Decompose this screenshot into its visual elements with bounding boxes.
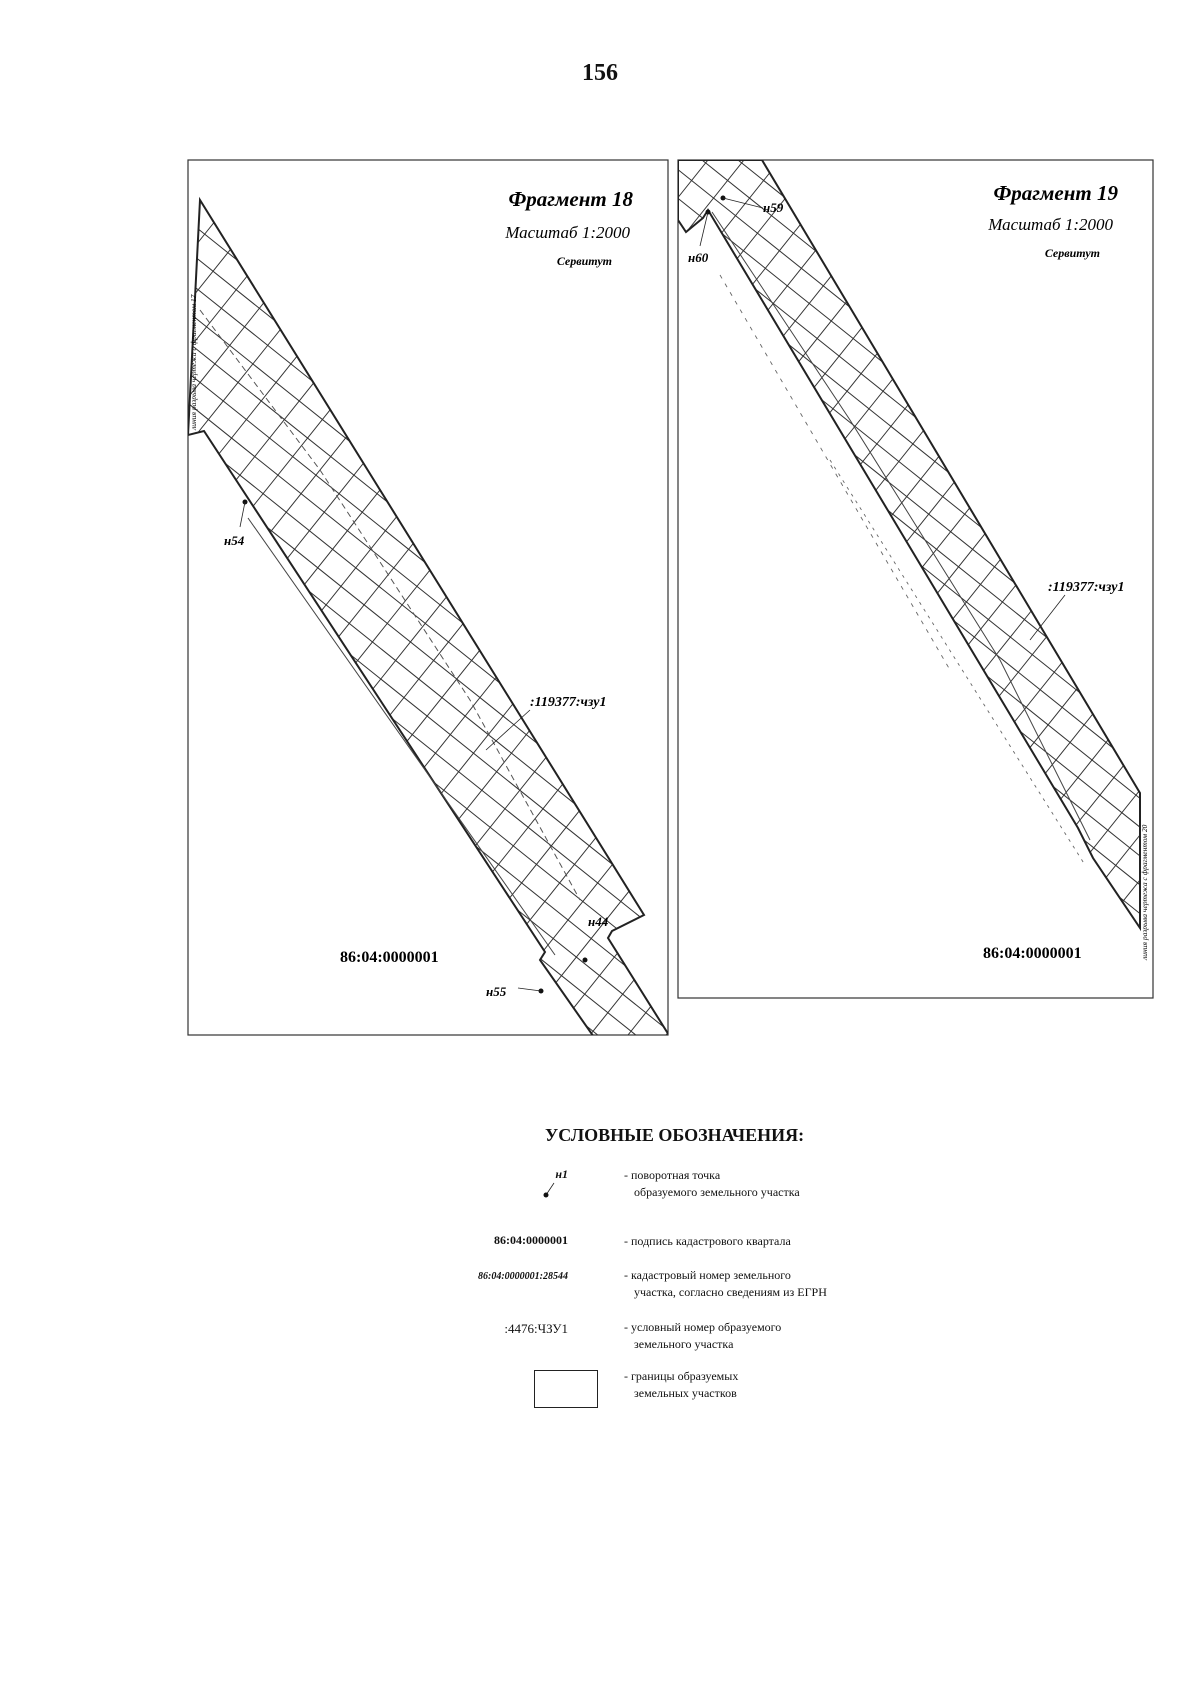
hatch-line: [0, 200, 270, 1040]
hatch-line: [314, 200, 1200, 1040]
hatch-line: [1098, 160, 1200, 928]
fragment-19-title: Фрагмент 19: [993, 181, 1118, 205]
hatch-line: [706, 160, 1200, 928]
hatch-line: [0, 160, 60, 928]
point-n54-label: н54: [224, 533, 245, 548]
hatch-line: [810, 160, 1200, 928]
hatch-line: [0, 160, 690, 928]
hatch-line: [0, 200, 832, 1040]
hatch-line: [0, 200, 42, 1040]
hatch-line: [770, 200, 1200, 1040]
hatch-line: [0, 200, 262, 1040]
hatch-line: [0, 200, 110, 1040]
fragment-19-parcel-label: :119377:чзу1: [1048, 580, 1125, 595]
hatch-line: [168, 200, 840, 1040]
hatch-line: [994, 160, 1200, 928]
hatch-line: [918, 160, 1200, 928]
hatch-line: [0, 200, 194, 1040]
hatch-line: [1102, 160, 1200, 928]
hatch-line: [562, 160, 1176, 928]
hatch-line: [670, 160, 1200, 928]
legend-desc-conditional-number: - условный номер образуемого земельного участка: [624, 1320, 782, 1351]
hatch-line: [0, 200, 607, 1040]
fragment-18-dashed-axis: [200, 310, 580, 900]
hatch-line: [0, 200, 4, 1040]
hatch-line: [702, 160, 1200, 928]
hatch-line: [0, 200, 498, 1040]
hatch-line: [94, 160, 708, 928]
hatch-line: [346, 160, 960, 928]
fragment-19-frame: [678, 160, 1153, 998]
fragment-18-quarter-label: 86:04:0000001: [340, 949, 439, 966]
hatch-line: [0, 200, 566, 1040]
hatch-line: [0, 200, 946, 1040]
fragment-18-parcel-label: :119377:чзу1: [530, 695, 607, 710]
hatch-line: [306, 160, 1200, 928]
fragment-18-type: Сервитут: [556, 254, 612, 268]
hatch-line: [0, 160, 330, 928]
hatch-line: [0, 200, 452, 1040]
hatch-line: [0, 200, 118, 1040]
hatch-line: [598, 160, 1200, 928]
hatch-line: [0, 160, 402, 928]
hatch-line: [0, 200, 300, 1040]
hatch-line: [522, 160, 1200, 928]
hatch-line: [966, 200, 1200, 1040]
fragment-19-scale: Масштаб 1:2000: [988, 215, 1113, 234]
hatch-line: [0, 160, 366, 928]
hatch-line: [0, 160, 834, 928]
hatch-line: [958, 160, 1200, 928]
hatch-line: [234, 160, 1194, 928]
hatch-line: [466, 200, 1200, 1040]
hatch-line: [0, 160, 312, 928]
legend-title: УСЛОВНЫЕ ОБОЗНАЧЕНИЯ:: [545, 1125, 805, 1145]
hatch-line: [396, 200, 1068, 1040]
hatch-line: [0, 200, 148, 1040]
legend-desc-quarter: - подпись кадастрового квартала: [624, 1234, 791, 1248]
hatch-line: [490, 160, 1104, 928]
fragment-19-hatch-grid: [0, 160, 1200, 928]
hatch-line: [0, 160, 222, 928]
legend-symbol-point: н1: [555, 1167, 568, 1182]
legend-desc-parcel-boundary: - границы образуемых земельных участков: [624, 1369, 739, 1400]
hatch-line: [0, 160, 78, 928]
hatch-line: [850, 160, 1200, 928]
point-n44-label: н44: [588, 914, 609, 929]
fragment-19-axis: [712, 212, 1090, 840]
hatch-line: [0, 200, 460, 1040]
hatch-line: [990, 160, 1200, 928]
hatch-line: [0, 160, 168, 928]
hatch-line: [0, 160, 870, 928]
fragment-18-frame: [188, 160, 668, 1035]
hatch-line: [0, 200, 34, 1040]
hatch-line: [0, 160, 204, 928]
page-number: 156: [582, 60, 618, 86]
hatch-line: [0, 200, 794, 1040]
hatch-line: [0, 160, 528, 928]
hatch-line: [126, 160, 1086, 928]
hatch-line: [342, 160, 1200, 928]
hatch-line: [922, 160, 1200, 928]
hatch-line: [1112, 200, 1200, 1040]
hatch-line: [630, 160, 1200, 928]
hatch-line: [0, 160, 132, 928]
hatch-line: [594, 160, 1200, 928]
hatch-line: [774, 160, 1200, 928]
hatch-line: [0, 200, 528, 1040]
hatch-line: [0, 200, 422, 1040]
hatch-line: [0, 200, 984, 1040]
hatch-line: [0, 160, 510, 928]
hatch-line: [634, 160, 1200, 928]
hatch-line: [0, 200, 870, 1040]
hatch-line: [700, 200, 1200, 1040]
hatch-line: [778, 160, 1200, 928]
hatch-line: [960, 200, 1200, 1040]
hatch-line: [0, 200, 680, 1040]
legend-desc-cadastral-number: - кадастровый номер земельного участка, согласно сведениям из ЕГРН: [624, 1268, 827, 1299]
fragment-19-type: Сервитут: [1044, 246, 1100, 260]
hatch-line: [54, 160, 1014, 928]
legend-symbol-quarter: 86:04:0000001: [494, 1233, 568, 1247]
hatch-line: [814, 160, 1200, 928]
hatch-line: [270, 160, 1200, 928]
hatch-line: [0, 160, 186, 928]
hatch-line: [0, 160, 24, 928]
hatch-line: [558, 160, 1200, 928]
fragment-19-quarter-label: 86:04:0000001: [983, 945, 1082, 962]
hatch-line: [486, 160, 1200, 928]
hatch-line: [1134, 160, 1200, 928]
fragment-19-dashed-line-a: [720, 275, 950, 670]
hatch-line: [238, 160, 852, 928]
hatch-line: [352, 200, 1200, 1040]
fragment-19-parcel-boundary: [678, 160, 1140, 928]
hatch-line: [526, 160, 1140, 928]
turning-point-marker-icon: [540, 1181, 560, 1201]
hatch-line: [0, 160, 582, 928]
hatch-line: [624, 200, 1200, 1040]
hatch-line: [0, 200, 574, 1040]
hatch-line: [1170, 160, 1200, 928]
hatch-line: [124, 200, 1174, 1040]
hatch-line: [0, 160, 438, 928]
point-n59-label: н59: [763, 200, 784, 215]
hatch-line: [1036, 200, 1200, 1040]
hatch-line: [510, 200, 1182, 1040]
hatch-line: [1004, 200, 1200, 1040]
hatch-line: [18, 160, 978, 928]
hatch-line: [0, 160, 114, 928]
hatch-line: [0, 200, 72, 1040]
hatch-line: [1156, 200, 1200, 1040]
hatch-line: [1188, 200, 1200, 1040]
hatch-line: [202, 160, 816, 928]
legend-desc-point: - поворотная точка образуемого земельного участка: [624, 1168, 800, 1199]
hatch-line: [922, 200, 1200, 1040]
fragment-19-map: [0, 160, 1200, 928]
legend-symbol-cadastral-number: 86:04:0000001:28544: [478, 1271, 568, 1282]
hatch-line: [472, 200, 1144, 1040]
hatch-line: [0, 200, 156, 1040]
hatch-line: [1030, 160, 1200, 928]
hatch-line: [428, 200, 1200, 1040]
hatch-line: [0, 160, 564, 928]
fragment-18-title: Фрагмент 18: [508, 187, 633, 211]
fragment-18-scale: Масштаб 1:2000: [505, 223, 630, 242]
fragment-18-thin-line: [248, 518, 555, 955]
legend-symbol-boundary-box: [534, 1370, 598, 1408]
hatch-line: [1174, 160, 1200, 928]
hatch-line: [0, 200, 80, 1040]
fragment-19-texts: [688, 181, 1149, 962]
hatch-line: [542, 200, 1200, 1040]
hatch-line: [0, 160, 294, 928]
hatch-line: [548, 200, 1200, 1040]
point-n60-label: н60: [688, 250, 709, 265]
hatch-line: [1074, 200, 1200, 1040]
hatch-line: [1062, 160, 1200, 928]
hatch-line: [0, 160, 726, 928]
fragment-19-break-note: линия разрыва чертежа с фрагментом 20: [1140, 824, 1149, 960]
hatch-line: [54, 200, 726, 1040]
hatch-line: [694, 200, 1200, 1040]
hatch-line: [656, 200, 1200, 1040]
point-n55-label: н55: [486, 984, 507, 999]
hatch-line: [618, 200, 1200, 1040]
hatch-line: [0, 160, 240, 928]
hatch-line: [0, 200, 186, 1040]
hatch-line: [0, 200, 642, 1040]
hatch-line: [0, 160, 258, 928]
hatch-line: [0, 160, 150, 928]
hatch-line: [382, 160, 996, 928]
hatch-line: [0, 200, 308, 1040]
hatch-line: [434, 200, 1106, 1040]
fragment-18-break-note: линия разрыва чертежа с фрагментом 17: [189, 294, 198, 430]
fragment-19-dashed-line-b: [830, 460, 1085, 865]
hatch-line: [0, 160, 618, 928]
hatch-line: [200, 200, 1200, 1040]
hatch-line: [504, 200, 1200, 1040]
hatch-line: [454, 160, 1068, 928]
hatch-line: [662, 200, 1200, 1040]
hatch-line: [1042, 200, 1200, 1040]
legend-symbol-conditional-number: :4476:ЧЗУ1: [504, 1321, 568, 1336]
hatch-line: [130, 200, 802, 1040]
hatch-line: [998, 200, 1200, 1040]
hatch-line: [130, 160, 744, 928]
hatch-line: [0, 200, 650, 1040]
hatch-line: [450, 160, 1200, 928]
hatch-line: [1150, 200, 1200, 1040]
hatch-line: [0, 160, 654, 928]
hatch-line: [0, 160, 762, 928]
hatch-line: [0, 160, 348, 928]
hatch-line: [738, 160, 1200, 928]
hatch-line: [928, 200, 1200, 1040]
hatch-line: [846, 160, 1200, 928]
hatch-line: [0, 200, 536, 1040]
hatch-line: [390, 200, 1200, 1040]
hatch-line: [580, 200, 1200, 1040]
hatch-line: [276, 200, 1200, 1040]
hatch-line: [162, 160, 1125, 928]
hatch-line: [22, 160, 636, 928]
hatch-line: [0, 200, 1022, 1040]
hatch-line: [0, 200, 338, 1040]
hatch-line: [0, 160, 942, 928]
point-n44-marker: [583, 958, 588, 963]
hatch-line: [162, 200, 1200, 1040]
hatch-line: [0, 160, 96, 928]
hatch-line: [0, 160, 42, 928]
hatch-line: [0, 200, 908, 1040]
hatch-line: [1194, 200, 1200, 1040]
hatch-line: [0, 160, 6, 928]
hatch-line: [1138, 160, 1200, 928]
hatch-line: [0, 200, 346, 1040]
